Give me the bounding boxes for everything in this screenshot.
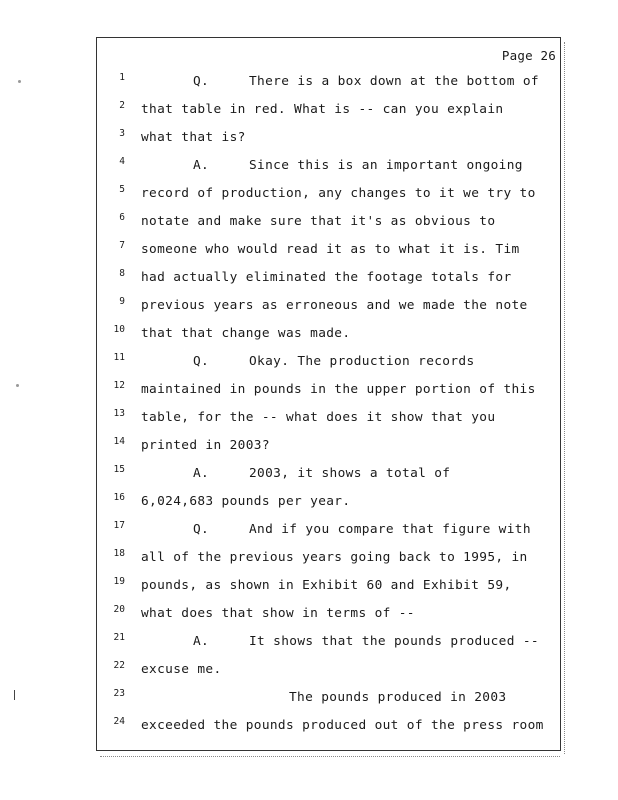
scan-speck: [16, 384, 19, 387]
line-number: 21: [113, 632, 125, 643]
line-text: [141, 236, 520, 264]
line-text: [141, 600, 415, 628]
line-text: [141, 96, 503, 124]
line-text: [193, 348, 475, 376]
transcript-line: [97, 544, 560, 572]
speaker-label: A.: [193, 634, 210, 649]
line-content: And if you compare that figure with: [249, 522, 531, 537]
transcript-line: [97, 628, 560, 656]
line-number: 16: [113, 492, 125, 503]
page-number: Page 26: [501, 48, 556, 63]
line-content: 2003, it shows a total of: [249, 466, 451, 481]
line-number: 5: [119, 184, 125, 195]
scan-speck: [18, 80, 21, 83]
transcript-line: [97, 208, 560, 236]
transcript-line: [97, 432, 560, 460]
line-text: [193, 460, 450, 488]
line-number: 4: [119, 156, 125, 167]
line-text: [141, 320, 350, 348]
line-content: pounds, as shown in Exhibit 60 and Exhibit 59,: [141, 578, 512, 593]
line-number: 9: [119, 296, 125, 307]
transcript-line: [97, 264, 560, 292]
line-content: notate and make sure that it's as obvious to: [141, 214, 496, 229]
line-content: printed in 2003?: [141, 438, 270, 453]
transcript-line: [97, 488, 560, 516]
line-text: [141, 264, 512, 292]
line-content: maintained in pounds in the upper portion of this: [141, 382, 536, 397]
line-text: [141, 376, 536, 404]
line-content: There is a box down at the bottom of: [249, 74, 539, 89]
speaker-label: Q.: [193, 74, 210, 89]
line-content: excuse me.: [141, 662, 222, 677]
line-text: [193, 152, 523, 180]
speaker-label: A.: [193, 158, 210, 173]
line-number: 15: [113, 464, 125, 475]
transcript-line: [97, 684, 560, 712]
line-text: [141, 404, 495, 432]
line-number: 2: [119, 100, 125, 111]
transcript-line: [97, 516, 560, 544]
transcript-line: [97, 124, 560, 152]
line-number: 3: [119, 128, 125, 139]
line-content: that that change was made.: [141, 326, 351, 341]
line-number: 10: [113, 324, 125, 335]
transcript-line: [97, 656, 560, 684]
line-content: what does that show in terms of --: [141, 606, 415, 621]
line-number: 1: [119, 72, 125, 83]
transcript-line: [97, 236, 560, 264]
transcript-line: [97, 96, 560, 124]
line-number: 20: [113, 604, 125, 615]
line-content: table, for the -- what does it show that you: [141, 410, 496, 425]
line-text: [141, 488, 350, 516]
transcript-line: [97, 404, 560, 432]
transcript-line: [97, 460, 560, 488]
transcript-page: [96, 37, 561, 751]
line-text: [193, 628, 539, 656]
line-text: [289, 684, 506, 712]
transcript-line: [97, 320, 560, 348]
transcript-line: [97, 68, 560, 96]
line-text: [141, 432, 270, 460]
transcript-line: [97, 180, 560, 208]
line-number: 22: [113, 660, 125, 671]
line-text: [141, 180, 536, 208]
speaker-label: Q.: [193, 522, 210, 537]
line-number: 13: [113, 408, 125, 419]
line-number: 18: [113, 548, 125, 559]
line-text: [141, 572, 512, 600]
line-number: 23: [113, 688, 125, 699]
transcript-line: [97, 600, 560, 628]
line-content: exceeded the pounds produced out of the press room: [141, 718, 544, 733]
line-content: Since this is an important ongoing: [249, 158, 523, 173]
line-number: 7: [119, 240, 125, 251]
line-number: 19: [113, 576, 125, 587]
line-content: someone who would read it as to what it is. Tim: [141, 242, 520, 257]
line-number: 17: [113, 520, 125, 531]
line-content: previous years as erroneous and we made the note: [141, 298, 528, 313]
speaker-label: Q.: [193, 354, 210, 369]
line-text: [193, 68, 539, 96]
line-text: [141, 544, 528, 572]
line-content: all of the previous years going back to 1995, in: [141, 550, 528, 565]
line-number: 14: [113, 436, 125, 447]
line-text: [193, 516, 531, 544]
line-content: The pounds produced in 2003: [289, 690, 507, 705]
line-number: 24: [113, 716, 125, 727]
line-number: 8: [119, 268, 125, 279]
line-content: had actually eliminated the footage totals for: [141, 270, 512, 285]
line-text: [141, 712, 544, 740]
line-content: record of production, any changes to it we try to: [141, 186, 536, 201]
line-number: 12: [113, 380, 125, 391]
line-text: [141, 656, 222, 684]
line-content: that table in red. What is -- can you explain: [141, 102, 504, 117]
scan-tick: [14, 690, 15, 700]
line-content: what that is?: [141, 130, 246, 145]
transcript-line: [97, 152, 560, 180]
transcript-line: [97, 348, 560, 376]
line-text: [141, 208, 495, 236]
transcript-line: [97, 376, 560, 404]
line-number: 6: [119, 212, 125, 223]
line-content: It shows that the pounds produced --: [249, 634, 539, 649]
line-content: Okay. The production records: [249, 354, 475, 369]
line-number: 11: [113, 352, 125, 363]
line-content: 6,024,683 pounds per year.: [141, 494, 351, 509]
transcript-line: [97, 292, 560, 320]
page-edge-dots: [100, 754, 560, 757]
transcript-line: [97, 572, 560, 600]
line-text: [141, 292, 528, 320]
speaker-label: A.: [193, 466, 210, 481]
transcript-lines: [97, 68, 560, 740]
line-text: [141, 124, 246, 152]
transcript-line: [97, 712, 560, 740]
